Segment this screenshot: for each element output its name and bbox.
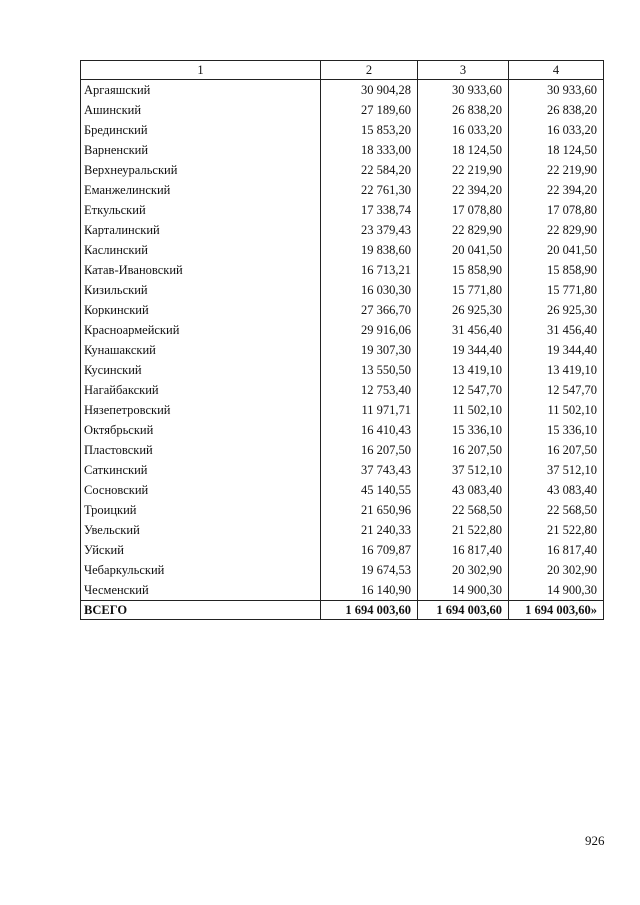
table-row bbox=[81, 100, 604, 120]
value-cell: 11 502,10 bbox=[509, 400, 604, 420]
column-header: 1 bbox=[81, 61, 321, 80]
value-cell: 29 916,06 bbox=[321, 320, 418, 340]
value-cell: 22 829,90 bbox=[418, 220, 509, 240]
value-cell: 27 366,70 bbox=[321, 300, 418, 320]
value-cell: 13 550,50 bbox=[321, 360, 418, 380]
value-cell: 15 858,90 bbox=[418, 260, 509, 280]
value-cell: 16 709,87 bbox=[321, 540, 418, 560]
value-cell: 43 083,40 bbox=[418, 480, 509, 500]
district-name: Карталинский bbox=[81, 220, 321, 240]
table-row bbox=[81, 200, 604, 220]
district-name: Каслинский bbox=[81, 240, 321, 260]
value-cell: 16 817,40 bbox=[418, 540, 509, 560]
value-cell: 16 207,50 bbox=[509, 440, 604, 460]
value-cell: 12 753,40 bbox=[321, 380, 418, 400]
value-cell: 31 456,40 bbox=[509, 320, 604, 340]
district-name: Коркинский bbox=[81, 300, 321, 320]
table-row bbox=[81, 520, 604, 540]
value-cell: 11 502,10 bbox=[418, 400, 509, 420]
district-name: Ашинский bbox=[81, 100, 321, 120]
page-number: 926 bbox=[585, 833, 605, 848]
value-cell: 26 925,30 bbox=[418, 300, 509, 320]
value-cell: 30 904,28 bbox=[321, 80, 418, 101]
table-row bbox=[81, 300, 604, 320]
value-cell: 16 817,40 bbox=[509, 540, 604, 560]
district-name: Чесменский bbox=[81, 580, 321, 601]
value-cell: 19 344,40 bbox=[509, 340, 604, 360]
value-cell: 22 219,90 bbox=[418, 160, 509, 180]
table-row bbox=[81, 420, 604, 440]
district-name: Сосновский bbox=[81, 480, 321, 500]
value-cell: 22 219,90 bbox=[509, 160, 604, 180]
district-name: Кусинский bbox=[81, 360, 321, 380]
value-cell: 16 207,50 bbox=[321, 440, 418, 460]
table-row bbox=[81, 340, 604, 360]
value-cell: 13 419,10 bbox=[509, 360, 604, 380]
value-cell: 1 694 003,60 bbox=[321, 601, 418, 620]
district-name: Октябрьский bbox=[81, 420, 321, 440]
table-row bbox=[81, 400, 604, 420]
district-name: Еманжелинский bbox=[81, 180, 321, 200]
value-cell: 15 853,20 bbox=[321, 120, 418, 140]
value-cell: 17 078,80 bbox=[509, 200, 604, 220]
value-cell: 19 838,60 bbox=[321, 240, 418, 260]
district-name: Верхнеуральский bbox=[81, 160, 321, 180]
value-cell: 22 584,20 bbox=[321, 160, 418, 180]
district-name: Красноармейский bbox=[81, 320, 321, 340]
value-cell: 13 419,10 bbox=[418, 360, 509, 380]
total-row bbox=[81, 601, 604, 620]
table-row bbox=[81, 260, 604, 280]
value-cell: 15 858,90 bbox=[509, 260, 604, 280]
value-cell: 21 522,80 bbox=[418, 520, 509, 540]
value-cell: 14 900,30 bbox=[418, 580, 509, 601]
district-name: Увельский bbox=[81, 520, 321, 540]
table-row bbox=[81, 480, 604, 500]
value-cell: 17 078,80 bbox=[418, 200, 509, 220]
table-row bbox=[81, 180, 604, 200]
value-cell: 26 925,30 bbox=[509, 300, 604, 320]
header-row bbox=[81, 61, 604, 80]
value-cell: 18 124,50 bbox=[418, 140, 509, 160]
value-cell: 20 041,50 bbox=[509, 240, 604, 260]
value-cell: 19 307,30 bbox=[321, 340, 418, 360]
table-row bbox=[81, 240, 604, 260]
value-cell: 22 394,20 bbox=[509, 180, 604, 200]
table-row bbox=[81, 140, 604, 160]
table-body bbox=[81, 80, 604, 620]
table-row bbox=[81, 220, 604, 240]
value-cell: 15 336,10 bbox=[509, 420, 604, 440]
value-cell: 16 207,50 bbox=[418, 440, 509, 460]
table-row bbox=[81, 440, 604, 460]
district-name: Аргаяшский bbox=[81, 80, 321, 101]
value-cell: 22 829,90 bbox=[509, 220, 604, 240]
district-name: Пластовский bbox=[81, 440, 321, 460]
value-cell: 21 240,33 bbox=[321, 520, 418, 540]
table-row bbox=[81, 500, 604, 520]
value-cell: 19 344,40 bbox=[418, 340, 509, 360]
value-cell: 16 713,21 bbox=[321, 260, 418, 280]
table-row bbox=[81, 380, 604, 400]
value-cell: 30 933,60 bbox=[418, 80, 509, 101]
value-cell: 22 568,50 bbox=[509, 500, 604, 520]
value-cell: 30 933,60 bbox=[509, 80, 604, 101]
value-cell: 20 302,90 bbox=[418, 560, 509, 580]
value-cell: 20 302,90 bbox=[509, 560, 604, 580]
value-cell: 1 694 003,60 bbox=[418, 601, 509, 620]
value-cell: 43 083,40 bbox=[509, 480, 604, 500]
value-cell: 27 189,60 bbox=[321, 100, 418, 120]
value-cell: 17 338,74 bbox=[321, 200, 418, 220]
value-cell: 12 547,70 bbox=[509, 380, 604, 400]
table-row bbox=[81, 360, 604, 380]
value-cell: 12 547,70 bbox=[418, 380, 509, 400]
value-cell: 21 650,96 bbox=[321, 500, 418, 520]
table-row bbox=[81, 460, 604, 480]
table-row bbox=[81, 160, 604, 180]
value-cell: 22 568,50 bbox=[418, 500, 509, 520]
table-row bbox=[81, 540, 604, 560]
value-cell: 19 674,53 bbox=[321, 560, 418, 580]
data-table bbox=[80, 60, 604, 620]
value-cell: 16 140,90 bbox=[321, 580, 418, 601]
value-cell: 37 512,10 bbox=[418, 460, 509, 480]
value-cell: 15 771,80 bbox=[509, 280, 604, 300]
value-cell: 37 743,43 bbox=[321, 460, 418, 480]
table-row bbox=[81, 120, 604, 140]
value-cell: 21 522,80 bbox=[509, 520, 604, 540]
value-cell: 16 410,43 bbox=[321, 420, 418, 440]
table-row bbox=[81, 560, 604, 580]
district-name: Нязепетровский bbox=[81, 400, 321, 420]
table-row bbox=[81, 280, 604, 300]
value-cell: 37 512,10 bbox=[509, 460, 604, 480]
value-cell: 18 333,00 bbox=[321, 140, 418, 160]
district-name: Кизильский bbox=[81, 280, 321, 300]
district-name: Троицкий bbox=[81, 500, 321, 520]
district-name: Нагайбакский bbox=[81, 380, 321, 400]
value-cell: 1 694 003,60» bbox=[509, 601, 604, 620]
value-cell: 14 900,30 bbox=[509, 580, 604, 601]
district-name: Уйский bbox=[81, 540, 321, 560]
value-cell: 16 033,20 bbox=[509, 120, 604, 140]
column-header: 2 bbox=[321, 61, 418, 80]
table-row bbox=[81, 80, 604, 101]
district-name: Катав-Ивановский bbox=[81, 260, 321, 280]
district-name: Саткинский bbox=[81, 460, 321, 480]
value-cell: 16 030,30 bbox=[321, 280, 418, 300]
district-name: Варненский bbox=[81, 140, 321, 160]
value-cell: 26 838,20 bbox=[509, 100, 604, 120]
value-cell: 18 124,50 bbox=[509, 140, 604, 160]
value-cell: 23 379,43 bbox=[321, 220, 418, 240]
value-cell: 11 971,71 bbox=[321, 400, 418, 420]
column-header: 4 bbox=[509, 61, 604, 80]
district-name: Еткульский bbox=[81, 200, 321, 220]
table-row bbox=[81, 580, 604, 601]
table-row bbox=[81, 320, 604, 340]
value-cell: 16 033,20 bbox=[418, 120, 509, 140]
value-cell: 20 041,50 bbox=[418, 240, 509, 260]
value-cell: 26 838,20 bbox=[418, 100, 509, 120]
value-cell: 45 140,55 bbox=[321, 480, 418, 500]
value-cell: 15 771,80 bbox=[418, 280, 509, 300]
value-cell: 15 336,10 bbox=[418, 420, 509, 440]
column-header: 3 bbox=[418, 61, 509, 80]
value-cell: 31 456,40 bbox=[418, 320, 509, 340]
district-name: Чебаркульский bbox=[81, 560, 321, 580]
district-name: Кунашакский bbox=[81, 340, 321, 360]
value-cell: 22 761,30 bbox=[321, 180, 418, 200]
total-label: ВСЕГО bbox=[81, 601, 321, 620]
district-name: Брединский bbox=[81, 120, 321, 140]
value-cell: 22 394,20 bbox=[418, 180, 509, 200]
